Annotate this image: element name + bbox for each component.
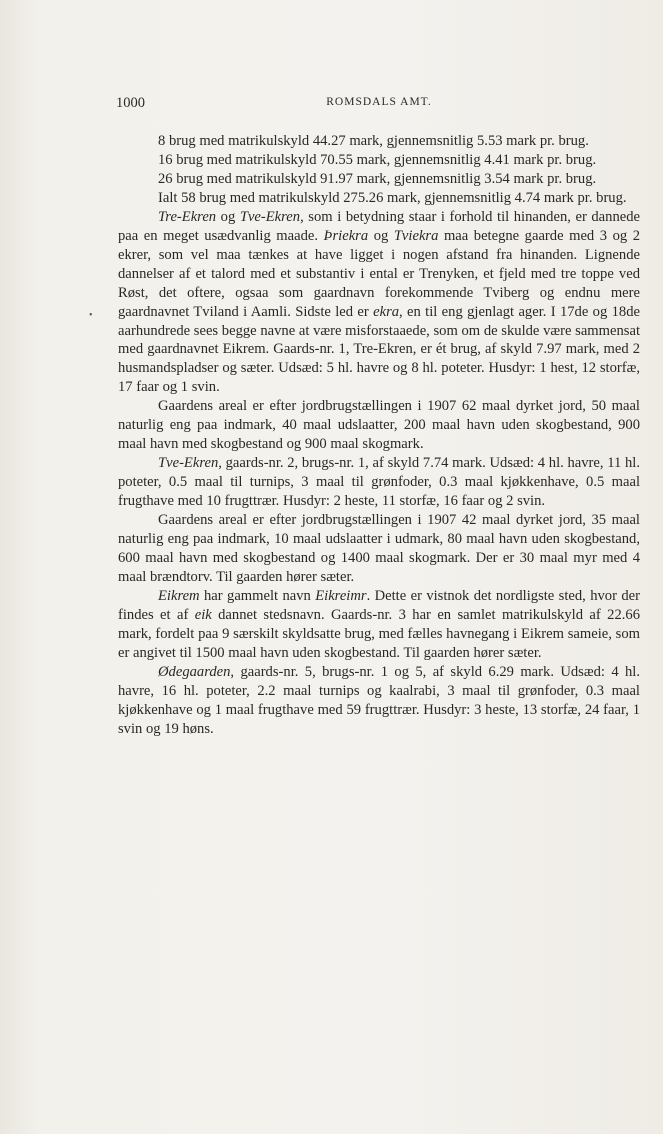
italic-term: Tre-Ekren xyxy=(158,208,217,225)
text-run: , som i betydning staar i forhold til hinanden, er dannede paa en meget usædvanlig maade. xyxy=(118,208,640,244)
italic-term: Tve-Ekren xyxy=(158,455,219,472)
text-run: , en til eng gjenlagt ager. I 17de og 18de aarhundrede sees begge navne at være misforstaaede, som om de skulde være sammensat med gaardnavnet Eikrem. Gaards-nr. 1, Tre-Ekren, er ét brug, af skyld 7.97 mark, med 2 husmandspladser og sæter. Udsæd: 5 hl. havre og 8 hl. poteter. Husdyr: 1 hest, 12 storfæ, 17 faar og 1 svin. xyxy=(118,303,640,396)
text-run: Ialt 58 brug med matrikulskyld 275.26 mark, gjennemsnitlig 4.74 mark pr. brug. xyxy=(158,189,627,206)
italic-term: Tviekra xyxy=(393,227,439,244)
page-number: 1000 xyxy=(116,95,145,111)
text-run: 16 brug med matrikulskyld 70.55 mark, gjennemsnitlig 4.41 mark pr. brug. xyxy=(158,151,597,168)
margin-mark: • xyxy=(89,310,93,321)
italic-term: Eikrem xyxy=(158,587,200,604)
italic-term: Eikreimr xyxy=(315,587,367,604)
text-run: dannet stedsnavn. Gaards-nr. 3 har en samlet matrikulskyld af 22.66 mark, fordelt paa 9 særskilt skyldsatte brug, med fælles havnegang i Eikrem sameie, som er angivet til 1500 maal havn uden skogbestand. Til gaarden hører sæter. xyxy=(118,606,640,661)
text-run: Gaardens areal er efter jordbrugstællingen i 1907 42 maal dyrket jord, 35 maal naturlig eng paa indmark, 10 maal udslaatter i udmark, 80 maal havn uden skogbestand, 600 maal havn med skogbestand og 1400 maal skogmark. Der er 30 maal myr med 4 maal brændtorv. Til gaarden hører sæter. xyxy=(118,512,640,585)
paragraph xyxy=(118,397,640,454)
text-run: 26 brug med matrikulskyld 91.97 mark, gjennemsnitlig 3.54 mark pr. brug. xyxy=(158,170,597,187)
paragraph xyxy=(118,663,640,739)
italic-term: Ødegaarden xyxy=(158,663,231,680)
italic-term: ekra xyxy=(373,303,400,320)
text-run: og xyxy=(368,227,394,244)
italic-term: Þriekra xyxy=(323,227,369,244)
paragraph xyxy=(118,511,640,587)
text-run: har gammelt navn xyxy=(199,587,316,604)
italic-term: eik xyxy=(194,606,212,623)
text-run: 8 brug med matrikulskyld 44.27 mark, gjennemsnitlig 5.53 mark pr. brug. xyxy=(158,133,589,149)
paragraph xyxy=(118,132,640,151)
paragraph xyxy=(118,151,640,170)
italic-term: Tve-Ekren xyxy=(239,208,301,225)
paragraph xyxy=(118,587,640,663)
body-text xyxy=(118,132,640,739)
text-run: Gaardens areal er efter jordbrugstællingen i 1907 62 maal dyrket jord, 50 maal naturlig eng paa indmark, 40 maal udslaatter, 200 maal havn uden skogbestand, 900 maal havn med skogbestand og 900 maal skogmark. xyxy=(118,398,640,453)
text-run: . Dette er vistnok det nordligste sted, hvor der findes et af xyxy=(118,587,640,623)
paragraph xyxy=(118,170,640,189)
text-run: og xyxy=(216,208,240,225)
paragraph xyxy=(118,454,640,511)
text-run: , gaards-nr. 2, brugs-nr. 1, af skyld 7.74 mark. Udsæd: 4 hl. havre, 11 hl. poteter, 0.5 maal til turnips, 3 maal til grønfoder, 0.3 maal kjøkkenhave, 0.5 maal frugthave med 10 frugttrær. Husdyr: 2 heste, 11 storfæ, 16 faar og 2 svin. xyxy=(118,455,640,510)
text-run: , gaards-nr. 5, brugs-nr. 1 og 5, af skyld 6.29 mark. Udsæd: 4 hl. havre, 16 hl. poteter, 2.2 maal turnips og kaalrabi, 3 maal til grønfoder, 0.3 maal kjøkkenhave og 1 maal frugthave med 59 frugttrær. Husdyr: 3 heste, 13 storfæ, 24 faar, 1 svin og 19 høns. xyxy=(118,663,640,737)
paragraph xyxy=(118,208,640,398)
paragraph xyxy=(118,189,640,208)
page-header xyxy=(116,95,642,115)
running-head: ROMSDALS AMT. xyxy=(326,96,432,108)
text-run: maa betegne gaarde med 3 og 2 ekrer, som vel maa tænkes at have ligget i nogen afstand fra hinanden. Lignende dannelser af et talord med et substantiv i ental er Trenyken, et fjeld med tre toppe ved Røst, det oftere, ogsaa som gaardnavn forekommende Tviberg og endnu mere gaardnavnet Tviland i Aamli. Sidste led er xyxy=(118,227,641,320)
